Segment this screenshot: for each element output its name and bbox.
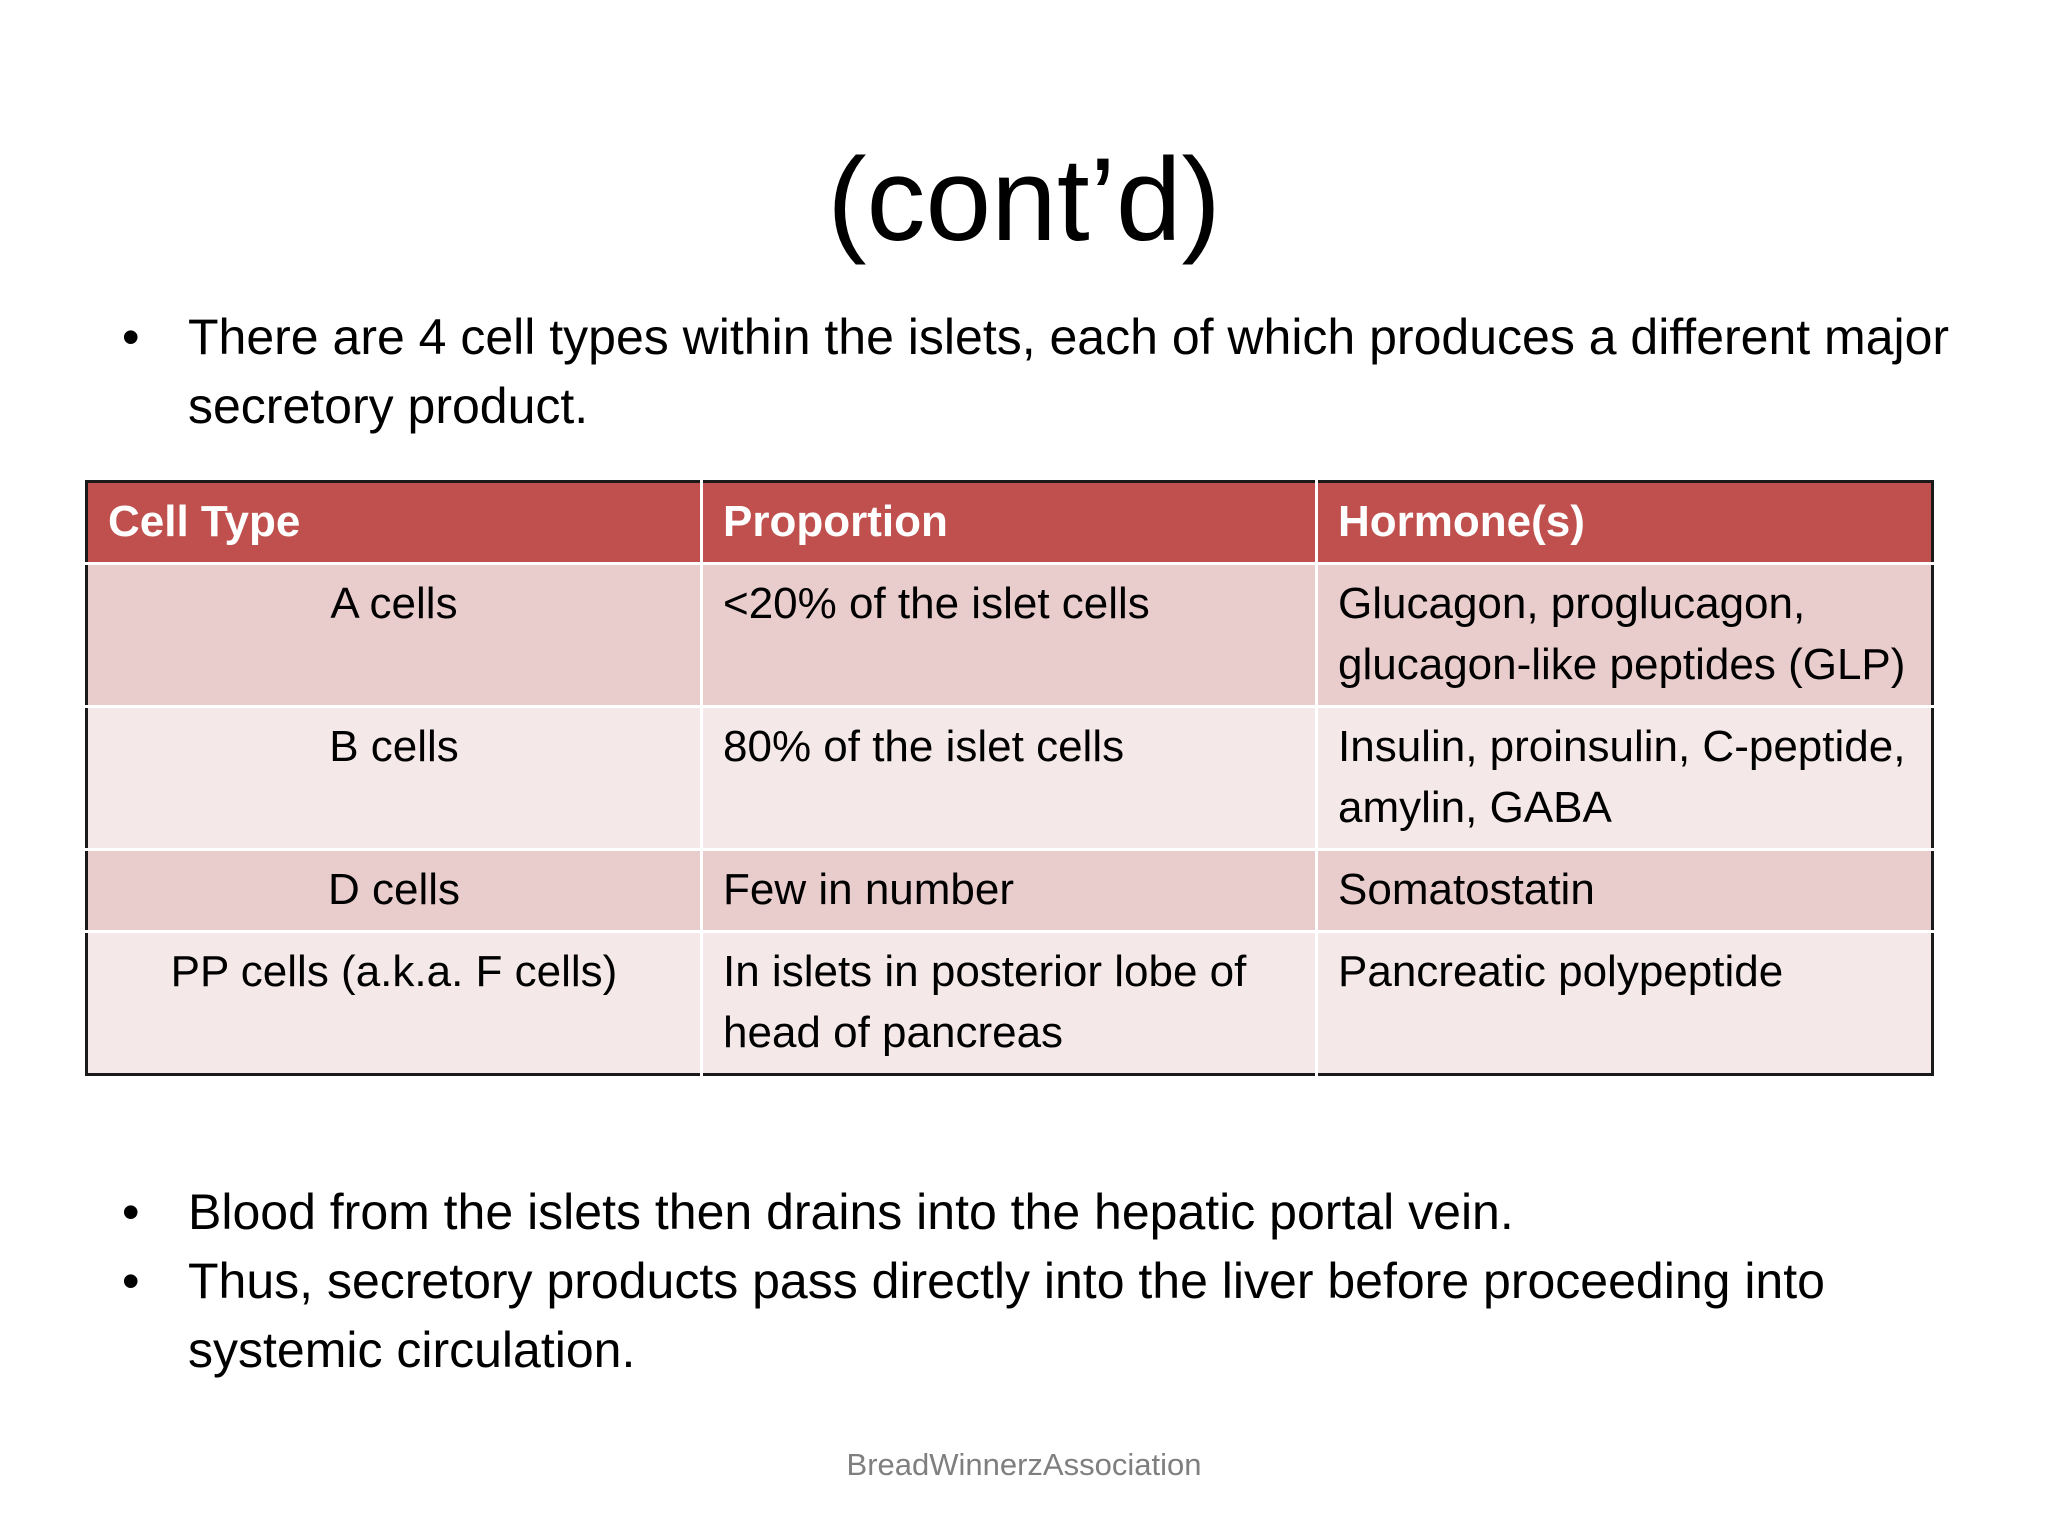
intro-bullet-list <box>118 303 1958 441</box>
cell-type: A cells <box>87 564 702 707</box>
table-row <box>87 707 1933 850</box>
column-header-cell-type: Cell Type <box>87 482 702 564</box>
table-row <box>87 564 1933 707</box>
cell-proportion: Few in number <box>702 850 1317 932</box>
table-header-row <box>87 482 1933 564</box>
cell-proportion: 80% of the islet cells <box>702 707 1317 850</box>
cell-type: PP cells (a.k.a. F cells) <box>87 932 702 1075</box>
cell-hormones: Insulin, proinsulin, C-peptide, amylin, GABA <box>1317 707 1933 850</box>
bullet-item: • Blood from the islets then drains into the hepatic portal vein. <box>118 1178 1958 1247</box>
footer-watermark: BreadWinnerzAssociation <box>846 1447 1202 1482</box>
table-row <box>87 932 1933 1075</box>
bullet-item: • Thus, secretory products pass directly into the liver before proceeding into systemic circulation. <box>118 1247 1958 1385</box>
column-header-proportion: Proportion <box>702 482 1317 564</box>
cell-hormones: Somatostatin <box>1317 850 1933 932</box>
islet-cell-table <box>85 480 1934 1076</box>
cell-proportion: In islets in posterior lobe of head of pancreas <box>702 932 1317 1075</box>
closing-bullet-list <box>118 1178 1958 1385</box>
slide-title: (cont’d) <box>827 134 1221 266</box>
cell-hormones: Pancreatic polypeptide <box>1317 932 1933 1075</box>
cell-type: B cells <box>87 707 702 850</box>
bullet-item: • There are 4 cell types within the islets, each of which produces a different major secretory product. <box>118 303 1958 441</box>
table-row <box>87 850 1933 932</box>
cell-proportion: <20% of the islet cells <box>702 564 1317 707</box>
cell-type: D cells <box>87 850 702 932</box>
cell-hormones: Glucagon, proglucagon, glucagon-like peptides (GLP) <box>1317 564 1933 707</box>
column-header-hormones: Hormone(s) <box>1317 482 1933 564</box>
